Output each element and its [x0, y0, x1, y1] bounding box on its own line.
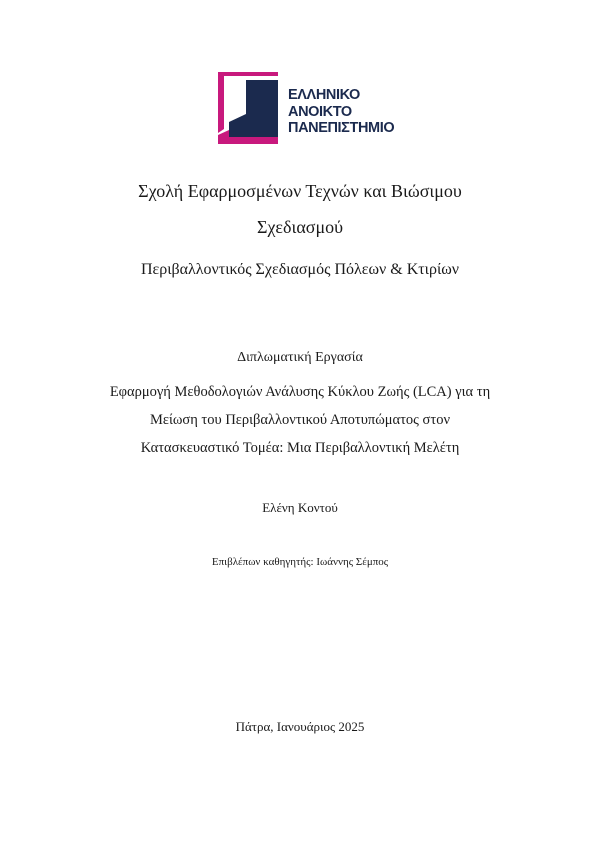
place-and-date: Πάτρα, Ιανουάριος 2025: [235, 719, 365, 734]
supervisor: Επιβλέπων καθηγητής: Ιωάννης Σέμπος: [211, 556, 389, 568]
university-logo: [218, 72, 418, 144]
logo-line-2: ΑΝΟΙΚΤΟ: [288, 103, 352, 120]
thesis-title-line-2: Μείωση του Περιβαλλοντικού Αποτυπώματος στον: [149, 412, 451, 428]
school-name-line-2: Σχεδιασμού: [256, 217, 344, 237]
university-logo-mark-icon: [218, 72, 282, 144]
author-name: Ελένη Κοντού: [262, 500, 338, 515]
thesis-title-line-1: Εφαρμογή Μεθοδολογιών Ανάλυσης Κύκλου Ζωής (LCA) για τη: [109, 384, 491, 400]
thesis-type: Διπλωματική Εργασία: [237, 350, 363, 365]
logo-line-1: ΕΛΛΗΝΙΚΟ: [288, 87, 360, 103]
logo-line-3: ΠΑΝΕΠΙΣΤΗΜΙΟ: [288, 120, 395, 136]
program-name: Περιβαλλοντικός Σχεδιασμός Πόλεων & Κτιρίων: [140, 261, 460, 278]
thesis-title-line-3: Κατασκευαστικό Τομέα: Μια Περιβαλλοντική Μελέτη: [140, 440, 460, 456]
school-name-line-1: Σχολή Εφαρμοσμένων Τεχνών και Βιώσιμου: [138, 181, 462, 201]
university-logo-text: [288, 87, 394, 137]
